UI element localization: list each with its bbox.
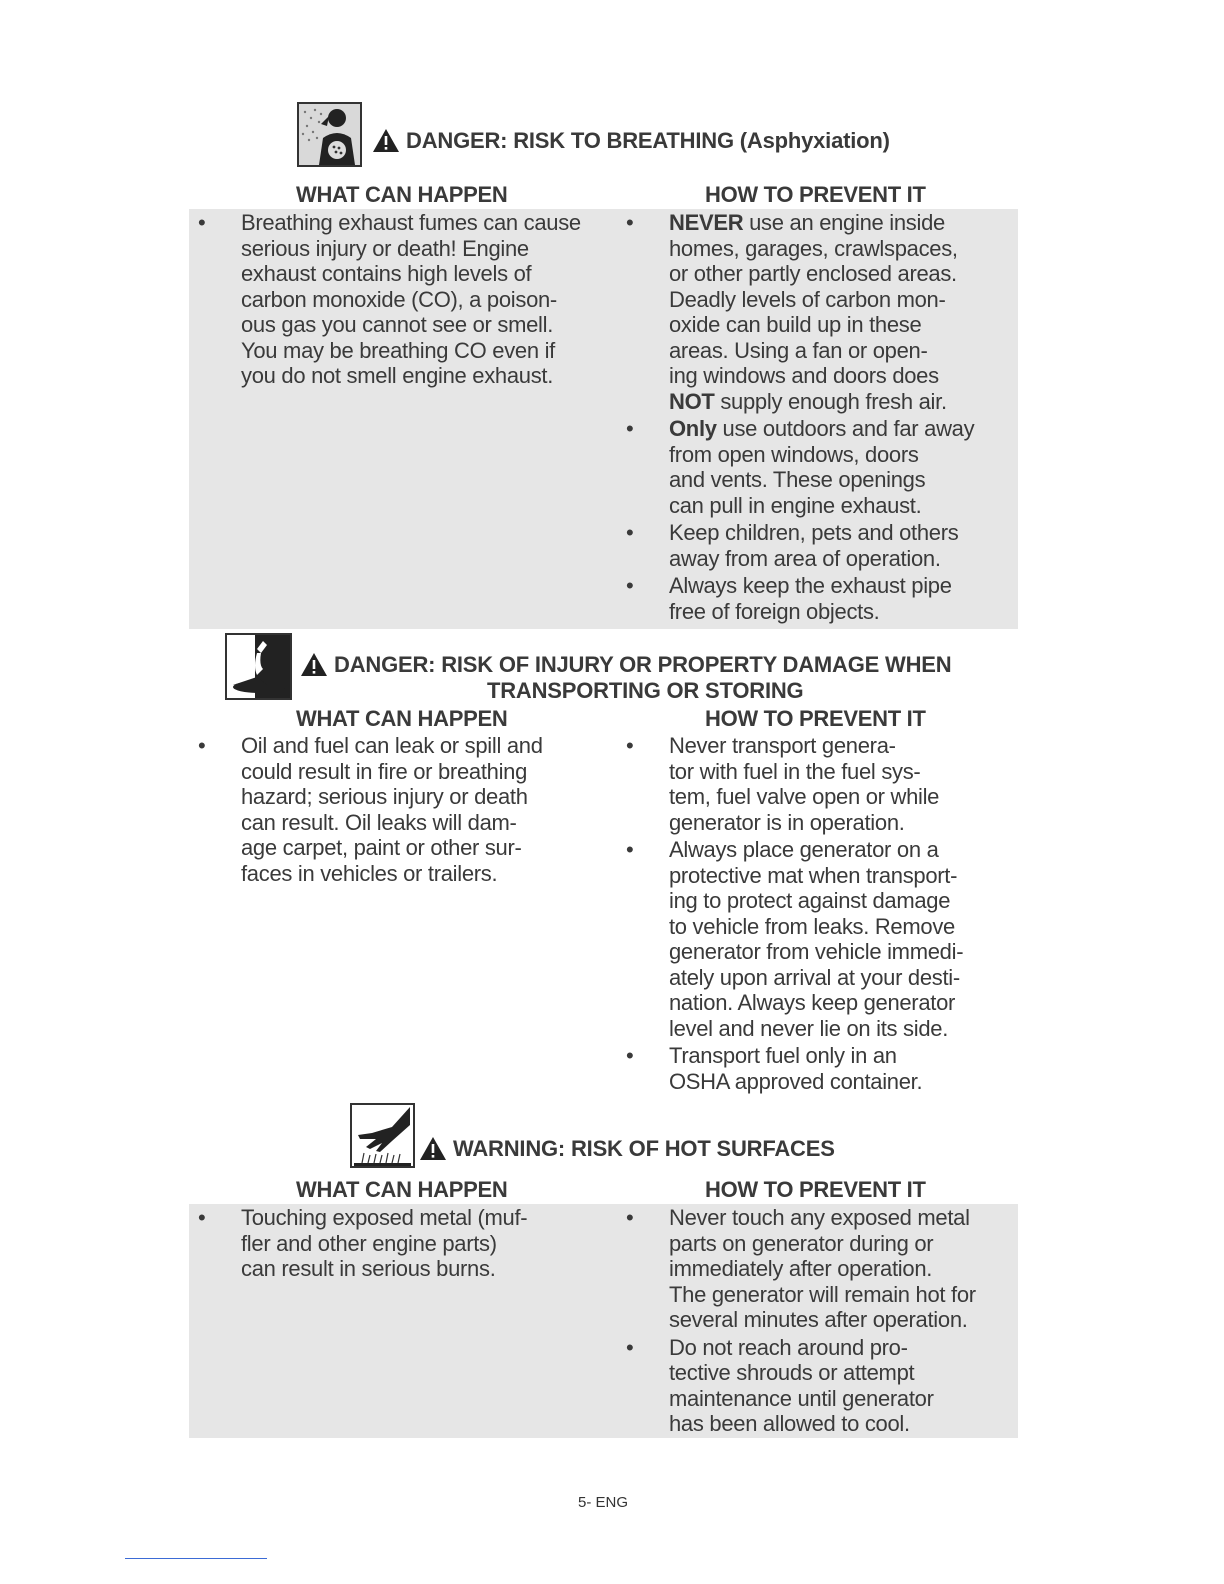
text-line: tective shrouds or attempt bbox=[669, 1360, 915, 1385]
list-item bbox=[620, 837, 1015, 1041]
text-run: use outdoors and far away bbox=[716, 416, 975, 441]
bullet: • bbox=[198, 1205, 206, 1230]
text-line: fler and other engine parts) bbox=[241, 1230, 497, 1256]
text-run: use an engine inside bbox=[743, 210, 945, 235]
list-item bbox=[192, 1205, 612, 1282]
text-line: homes, garages, crawlspaces, bbox=[669, 235, 958, 261]
text-line: tem, fuel valve open or while bbox=[669, 784, 940, 809]
bullet: • bbox=[626, 416, 634, 441]
text-line: free of foreign objects. bbox=[669, 598, 880, 624]
bullet: • bbox=[198, 210, 206, 235]
text-line: Touching exposed metal (muf- bbox=[241, 1205, 528, 1230]
text-line: parts on generator during or bbox=[669, 1230, 934, 1256]
section3-what-header: WHAT CAN HAPPEN bbox=[296, 1177, 508, 1202]
list-item bbox=[620, 1205, 1015, 1333]
section2-title-line2: TRANSPORTING OR STORING bbox=[487, 678, 804, 703]
text-line: hazard; serious injury or death bbox=[241, 784, 528, 809]
section1-title bbox=[372, 128, 890, 154]
text-line: several minutes after operation. bbox=[669, 1307, 968, 1332]
section1-what-column bbox=[192, 210, 612, 391]
text-line: could result in fire or breathing bbox=[241, 758, 528, 784]
section1-hazard: RISK TO BREATHING (Asphyxiation) bbox=[513, 128, 890, 153]
text-line: ous gas you cannot see or smell. bbox=[241, 312, 554, 337]
text-line: Deadly levels of carbon mon- bbox=[669, 286, 946, 312]
text-line: can result in serious burns. bbox=[241, 1256, 496, 1281]
list-item bbox=[620, 210, 1015, 414]
list-item bbox=[620, 416, 1015, 518]
section1-how-header: HOW TO PREVENT IT bbox=[705, 182, 926, 207]
text-line: nation. Always keep generator bbox=[669, 990, 956, 1015]
text-line: Transport fuel only in an bbox=[669, 1043, 897, 1068]
section3-how-column bbox=[620, 1205, 1015, 1439]
section2-what-column bbox=[192, 733, 612, 888]
page-number: 5- ENG bbox=[578, 1494, 629, 1511]
text-line: you do not smell engine exhaust. bbox=[241, 363, 554, 388]
bullet: • bbox=[626, 520, 634, 545]
text-line: exhaust contains high levels of bbox=[241, 261, 532, 286]
section3-hazard: RISK OF HOT SURFACES bbox=[570, 1136, 835, 1161]
text-line: and vents. These openings bbox=[669, 467, 926, 492]
bullet: • bbox=[626, 210, 634, 235]
section3-signal-word: WARNING: bbox=[453, 1136, 566, 1161]
list-item bbox=[620, 1335, 1015, 1437]
text-line: can pull in engine exhaust. bbox=[669, 492, 922, 518]
section3-how-header: HOW TO PREVENT IT bbox=[705, 1177, 926, 1202]
text-line: ately upon arrival at your desti- bbox=[669, 964, 960, 990]
section3-title bbox=[419, 1136, 835, 1162]
text-line: has been allowed to cool. bbox=[669, 1411, 910, 1436]
text-run: supply enough fresh air. bbox=[714, 388, 947, 414]
warning-triangle-icon bbox=[419, 1136, 447, 1161]
bullet: • bbox=[626, 733, 634, 758]
section2-hazard: RISK OF INJURY OR PROPERTY DAMAGE WHEN bbox=[441, 652, 952, 677]
text-line: protective mat when transport- bbox=[669, 862, 958, 888]
text-line: oxide can build up in these bbox=[669, 312, 922, 337]
text-line: to vehicle from leaks. Remove bbox=[669, 913, 955, 939]
list-item bbox=[620, 1043, 1015, 1094]
text-line: Always keep the exhaust pipe bbox=[669, 573, 952, 598]
list-item bbox=[620, 520, 1015, 571]
section2-title bbox=[300, 652, 951, 678]
asphyxiation-pictogram bbox=[297, 102, 362, 167]
hot-surface-icon bbox=[352, 1105, 413, 1166]
text-line: OSHA approved container. bbox=[669, 1068, 923, 1094]
text-line: Oil and fuel can leak or spill and bbox=[241, 733, 543, 758]
text-line: away from area of operation. bbox=[669, 545, 941, 571]
section1-what-header: WHAT CAN HAPPEN bbox=[296, 182, 508, 207]
text-line: Keep children, pets and others bbox=[669, 520, 959, 545]
footnote-rule bbox=[125, 1558, 267, 1559]
text-line: Never touch any exposed metal bbox=[669, 1205, 970, 1230]
text-line: generator is in operation. bbox=[669, 809, 905, 835]
bullet: • bbox=[626, 1334, 634, 1360]
section2-how-column bbox=[620, 733, 1015, 1096]
text-line: Always place generator on a bbox=[669, 837, 939, 862]
list-item bbox=[620, 733, 1015, 835]
text-line bbox=[669, 416, 1015, 442]
list-item bbox=[192, 210, 612, 389]
warning-triangle-icon bbox=[372, 128, 400, 153]
text-line: age carpet, paint or other sur- bbox=[241, 835, 522, 860]
text-line: The generator will remain hot for bbox=[669, 1281, 976, 1307]
warning-triangle-icon bbox=[300, 652, 328, 677]
text-line: carbon monoxide (CO), a poison- bbox=[241, 286, 557, 312]
section2-what-header: WHAT CAN HAPPEN bbox=[296, 706, 508, 731]
list-item bbox=[620, 573, 1015, 624]
text-line: from open windows, doors bbox=[669, 441, 919, 467]
text-line bbox=[669, 389, 1015, 415]
text-line: serious injury or death! Engine bbox=[241, 235, 529, 261]
text-line: areas. Using a fan or open- bbox=[669, 337, 928, 363]
bold-keyword: NOT bbox=[669, 388, 715, 414]
section2-signal-word: DANGER: bbox=[334, 652, 436, 677]
text-line: tor with fuel in the fuel sys- bbox=[669, 758, 921, 784]
list-item bbox=[192, 733, 612, 886]
bold-keyword: Only bbox=[669, 416, 717, 441]
section1-how-column bbox=[620, 210, 1015, 626]
text-line bbox=[669, 210, 1015, 236]
text-line: level and never lie on its side. bbox=[669, 1015, 949, 1041]
asphyxiation-icon bbox=[299, 104, 360, 165]
section1-signal-word: DANGER: bbox=[406, 128, 508, 153]
section2-how-header: HOW TO PREVENT IT bbox=[705, 706, 926, 731]
text-line: can result. Oil leaks will dam- bbox=[241, 809, 517, 835]
text-line: Never transport genera- bbox=[669, 733, 896, 758]
text-line: or other partly enclosed areas. bbox=[669, 261, 957, 286]
fuel-spill-pictogram bbox=[225, 633, 292, 700]
text-line: maintenance until generator bbox=[669, 1385, 934, 1411]
bullet: • bbox=[626, 573, 634, 598]
text-line: Breathing exhaust fumes can cause bbox=[241, 210, 581, 235]
text-line: You may be breathing CO even if bbox=[241, 337, 555, 363]
section3-what-column bbox=[192, 1205, 612, 1284]
text-line: immediately after operation. bbox=[669, 1256, 933, 1281]
fuel-spill-icon bbox=[227, 635, 290, 698]
bullet: • bbox=[626, 1205, 634, 1230]
bullet: • bbox=[198, 733, 206, 758]
bullet: • bbox=[626, 837, 634, 862]
text-line: ing windows and doors does bbox=[669, 363, 939, 388]
text-line: Do not reach around pro- bbox=[669, 1334, 908, 1360]
bold-keyword: NEVER bbox=[669, 210, 744, 235]
text-line: generator from vehicle immedi- bbox=[669, 939, 964, 964]
text-line: ing to protect against damage bbox=[669, 888, 951, 913]
text-line: faces in vehicles or trailers. bbox=[241, 860, 498, 886]
hot-surface-pictogram bbox=[350, 1103, 415, 1168]
bullet: • bbox=[626, 1043, 634, 1068]
